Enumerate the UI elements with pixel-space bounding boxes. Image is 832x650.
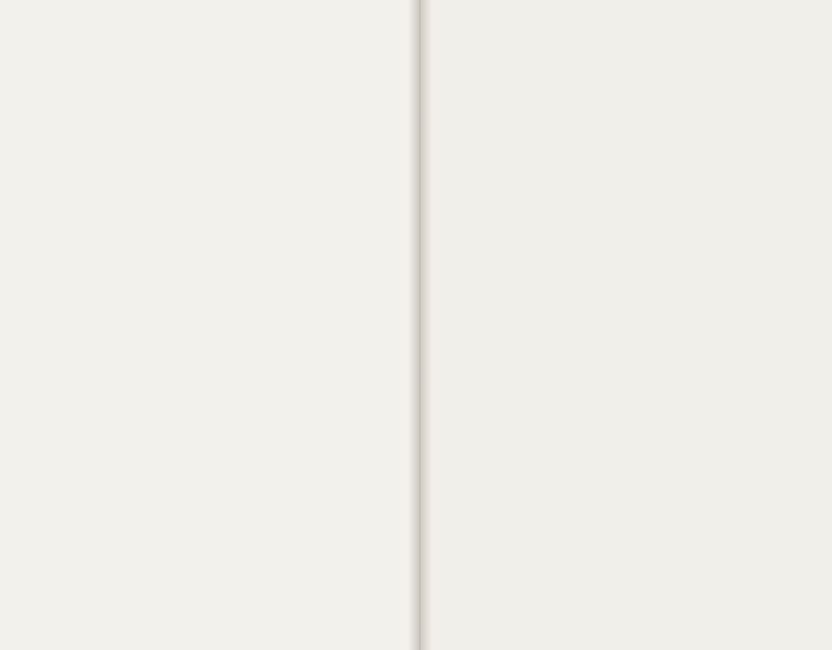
book-gutter: [408, 0, 432, 650]
right-firing-table: [416, 0, 832, 650]
right-page: [416, 0, 832, 650]
